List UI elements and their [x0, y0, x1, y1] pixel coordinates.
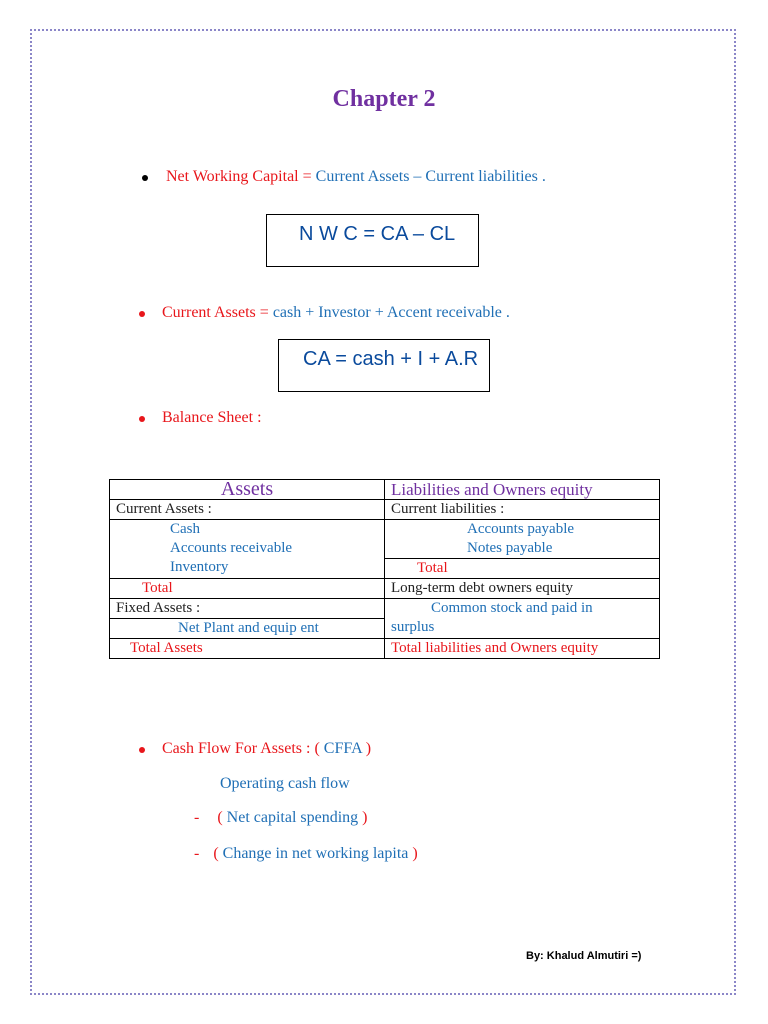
table-row — [110, 480, 660, 500]
inventory-item: Inventory — [170, 559, 229, 575]
nwc-line — [166, 168, 546, 186]
header-assets: Assets — [110, 480, 385, 500]
balance-sheet-table — [109, 479, 660, 659]
fixed-assets-label: Fixed Assets : — [110, 599, 385, 619]
bullet-ca — [139, 311, 145, 317]
accounts-receivable-item: Accounts receivable — [170, 540, 293, 556]
nwc-eq: = — [302, 168, 312, 185]
liabilities-total: Total — [385, 559, 660, 579]
common-stock-line1: Common stock and paid in — [431, 600, 593, 616]
nwc-definition: Current Assets – Current liabilities . — [315, 168, 546, 185]
net-capital-line: - ( Net capital spending ) — [194, 809, 368, 826]
cffa-abbr: CFFA — [323, 740, 362, 757]
assets-total: Total — [110, 579, 385, 599]
common-stock-line2: surplus — [391, 619, 435, 635]
net-plant-item: Net Plant and equip ent — [110, 619, 385, 639]
nwc-label: Net Working Capital — [166, 168, 299, 185]
current-assets-label: Current Assets : — [110, 500, 385, 520]
accounts-payable-item: Accounts payable — [467, 521, 575, 537]
current-liabilities-label: Current liabilities : — [385, 500, 660, 520]
long-term-debt: Long-term debt owners equity — [385, 579, 660, 599]
notes-payable-item: Notes payable — [467, 540, 553, 556]
table-row — [110, 599, 660, 619]
ca-formula-box — [278, 339, 490, 392]
total-liabilities-equity: Total liabilities and Owners equity — [385, 639, 660, 659]
minus-sign: - — [194, 809, 200, 826]
operating-cash-flow: Operating cash flow — [220, 775, 350, 792]
nwc-formula-box — [266, 214, 479, 267]
table-row — [110, 520, 660, 559]
header-liabilities: Liabilities and Owners equity — [385, 480, 660, 500]
cffa-open-paren: ( — [314, 740, 320, 757]
net-capital-spending: Net capital spending — [226, 809, 359, 826]
table-row — [110, 579, 660, 599]
author-footer: By: Khalud Almutiri =) — [526, 950, 642, 962]
ca-line — [162, 304, 510, 322]
table-row — [110, 500, 660, 520]
total-assets: Total Assets — [110, 639, 385, 659]
cffa-close-paren: ) — [365, 740, 372, 757]
nwc-formula: N W C = CA – CL — [299, 223, 456, 245]
bullet-nwc — [142, 175, 148, 181]
cffa-label: Cash Flow For Assets : — [162, 740, 311, 757]
page-title: Chapter 2 — [332, 86, 436, 112]
bullet-balance-sheet — [139, 416, 145, 422]
common-stock-cell — [385, 599, 660, 639]
ca-label: Current Assets — [162, 304, 256, 321]
change-nwc-line: - ( Change in net working lapita ) — [194, 845, 418, 862]
bullet-cffa — [139, 747, 145, 753]
current-assets-items — [110, 520, 385, 579]
cffa-line — [162, 740, 371, 758]
change-net-working-capital: Change in net working lapita — [222, 845, 409, 862]
ca-definition: cash + Investor + Accent receivable . — [272, 304, 510, 321]
table-row — [110, 639, 660, 659]
ca-eq: = — [259, 304, 269, 321]
ca-formula: CA = cash + I + A.R — [303, 348, 479, 370]
cash-item: Cash — [170, 521, 200, 537]
balance-sheet-label: Balance Sheet : — [162, 409, 262, 426]
current-liabilities-items — [385, 520, 660, 559]
minus-sign: - — [194, 845, 200, 862]
